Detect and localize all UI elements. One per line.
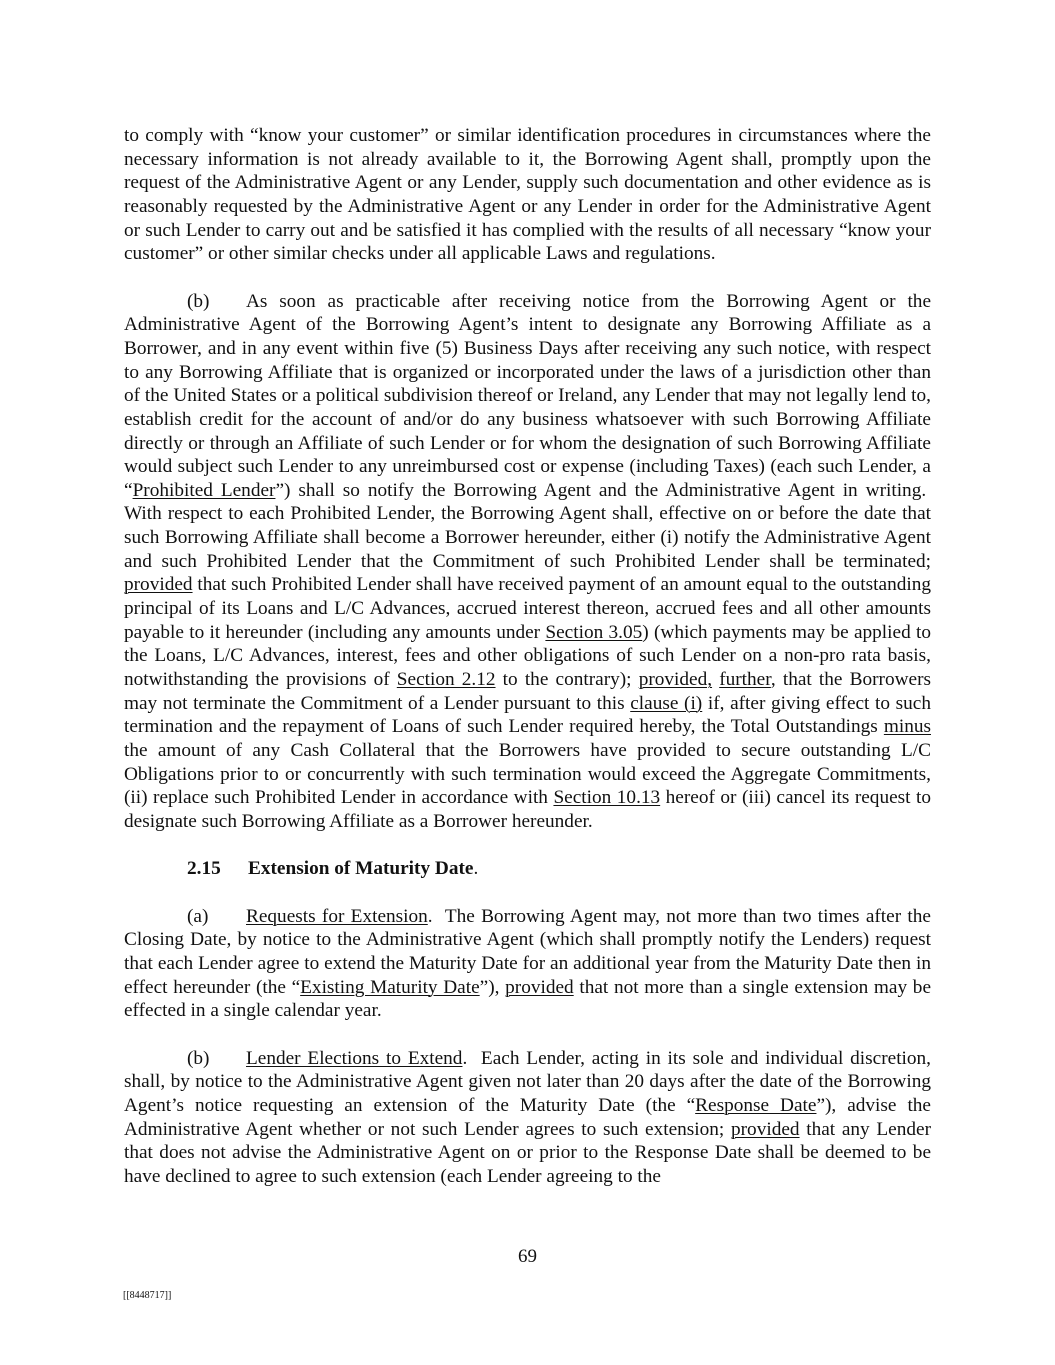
document-id: [[8448717]]: [123, 1290, 172, 1301]
defined-term: Existing Maturity Date: [300, 976, 480, 998]
section-title-period: .: [473, 858, 479, 880]
paragraph-text: that such Prohibited Lender shall have received payment of an amount equal to the outstanding principal of its Loans and L/C Advances, accrued interest thereon, accrued fees and all other amounts payable to it hereunder (including any amounts under: [124, 574, 931, 643]
defined-term: provided: [731, 1118, 800, 1140]
defined-term: Requests for Extension: [246, 905, 428, 927]
paragraph-text: . The Borrowing Agent may, not more than two times after the Closing Date, by notice to the Administrative Agent (which shall promptly notify the Lenders) request that each Lender agree to extend the Maturity Date for an additional year from the Maturity Date then in effect hereunder (the “: [124, 905, 931, 998]
paragraph-text: to comply with “know your customer” or similar identification procedures in circumstances where the necessary information is not already available to it, the Borrowing Agent shall, promptly upon the request of the Administrative Agent or any Lender, supply such documentation and other evidence as is reasonably requested by the Administrative Agent or any Lender in order for the Administrative Agent or such Lender to carry out and be satisfied it has complied with the results of all necessary “know your customer” or other similar checks under all applicable Laws and regulations.: [124, 125, 931, 265]
paragraph-b-lender-elections: [124, 1047, 931, 1189]
paragraph-kyc-continuation: [124, 124, 931, 266]
defined-term: Section 2.12: [396, 669, 496, 691]
defined-term: Section 3.05: [545, 621, 643, 643]
page-number: 69: [518, 1246, 537, 1267]
paragraph-text: ”),: [479, 976, 506, 998]
defined-term: minus: [883, 716, 931, 738]
paragraph-text: that not more than a single extension may be effected in a single calendar year.: [124, 976, 931, 1022]
defined-term: Lender Elections to Extend: [246, 1047, 463, 1069]
document-page: [124, 124, 931, 1188]
paragraph-text: ”), advise the Administrative Agent whether or not such Lender agrees to such extension;: [124, 1094, 931, 1140]
paragraph-label: (b): [187, 290, 210, 312]
paragraph-b-prohibited-lender: [124, 290, 931, 834]
paragraph-text: hereof or (iii) cancel its request to designate such Borrowing Affiliate as a Borrower hereunder.: [124, 787, 932, 833]
paragraph-text: As soon as practicable after receiving notice from the Borrowing Agent or the Administrative Agent of the Borrowing Agent’s intent to designate any Borrowing Affiliate as a Borrower, and in any event within five (5) Business Days after receiving any such notice, with respect to any Borrowing Affiliate that is organized or incorporated under the laws of a jurisdiction other than of the United States or a political subdivision thereof or Ireland, any Lender that may not legally lend to, establish credit for the account of and/or do any business whatsoever with such Borrowing Affiliate directly or through an Affiliate of such Lender or for whom the designation of such Borrowing Affiliate would subject such Lender to any unreimbursed cost or expense (including Taxes) (each such Lender, a “: [124, 290, 931, 501]
paragraph-text: ”) shall so notify the Borrowing Agent and the Administrative Agent in writing. With respect to each Prohibited Lender, the Borrowing Agent shall, effective on or before the date that such Borrowing Affiliate shall become a Borrower hereunder, either (i) notify the Administrative Agent and such Prohibited Lender that the Commitment of such Prohibited Lender shall be terminated;: [124, 479, 931, 572]
defined-term: provided,: [638, 669, 713, 691]
defined-term: Section 10.13: [553, 787, 661, 809]
paragraph-text: to the contrary);: [495, 669, 639, 691]
defined-term: clause (i): [630, 692, 703, 714]
defined-term: Response Date: [695, 1094, 817, 1116]
paragraph-label: (a): [187, 905, 209, 927]
section-heading: [124, 857, 931, 881]
paragraph-a-requests-for-extension: [124, 905, 931, 1023]
paragraph-text: the amount of any Cash Collateral that the Borrowers have provided to secure outstanding L/C Obligations prior to or concurrently with such termination would exceed the Aggregate Commitments, (ii) replace such Prohibited Lender in accordance with: [124, 740, 931, 809]
paragraph-text: that any Lender that does not advise the Administrative Agent on or prior to the Response Date shall be deemed to be have declined to agree to such extension (each Lender agreeing to the: [124, 1118, 931, 1187]
section-title: Extension of Maturity Date: [248, 858, 474, 880]
paragraph-label: (b): [187, 1047, 210, 1069]
defined-term: further: [719, 669, 771, 691]
paragraph-text: . Each Lender, acting in its sole and individual discretion, shall, by notice to the Administrative Agent given not later than 20 days after the date of the Borrowing Agent’s notice requesting an extension of the Maturity Date (the “: [124, 1047, 932, 1116]
defined-term: provided: [124, 574, 193, 596]
defined-term: provided: [505, 976, 574, 998]
defined-term: Prohibited Lender: [132, 479, 276, 501]
paragraph-text: , that the Borrowers may not terminate the Commitment of a Lender pursuant to this: [124, 669, 932, 714]
section-number: 2.15: [187, 858, 221, 880]
paragraph-text: ) (which payments may be applied to the Loans, L/C Advances, interest, fees and other obligations of such Lender on a non-pro rata basis, notwithstanding the provisions of: [124, 621, 931, 691]
paragraph-text: if, after giving effect to such termination and the repayment of Loans of such Lender required hereby, the Total Outstandings: [124, 692, 931, 738]
